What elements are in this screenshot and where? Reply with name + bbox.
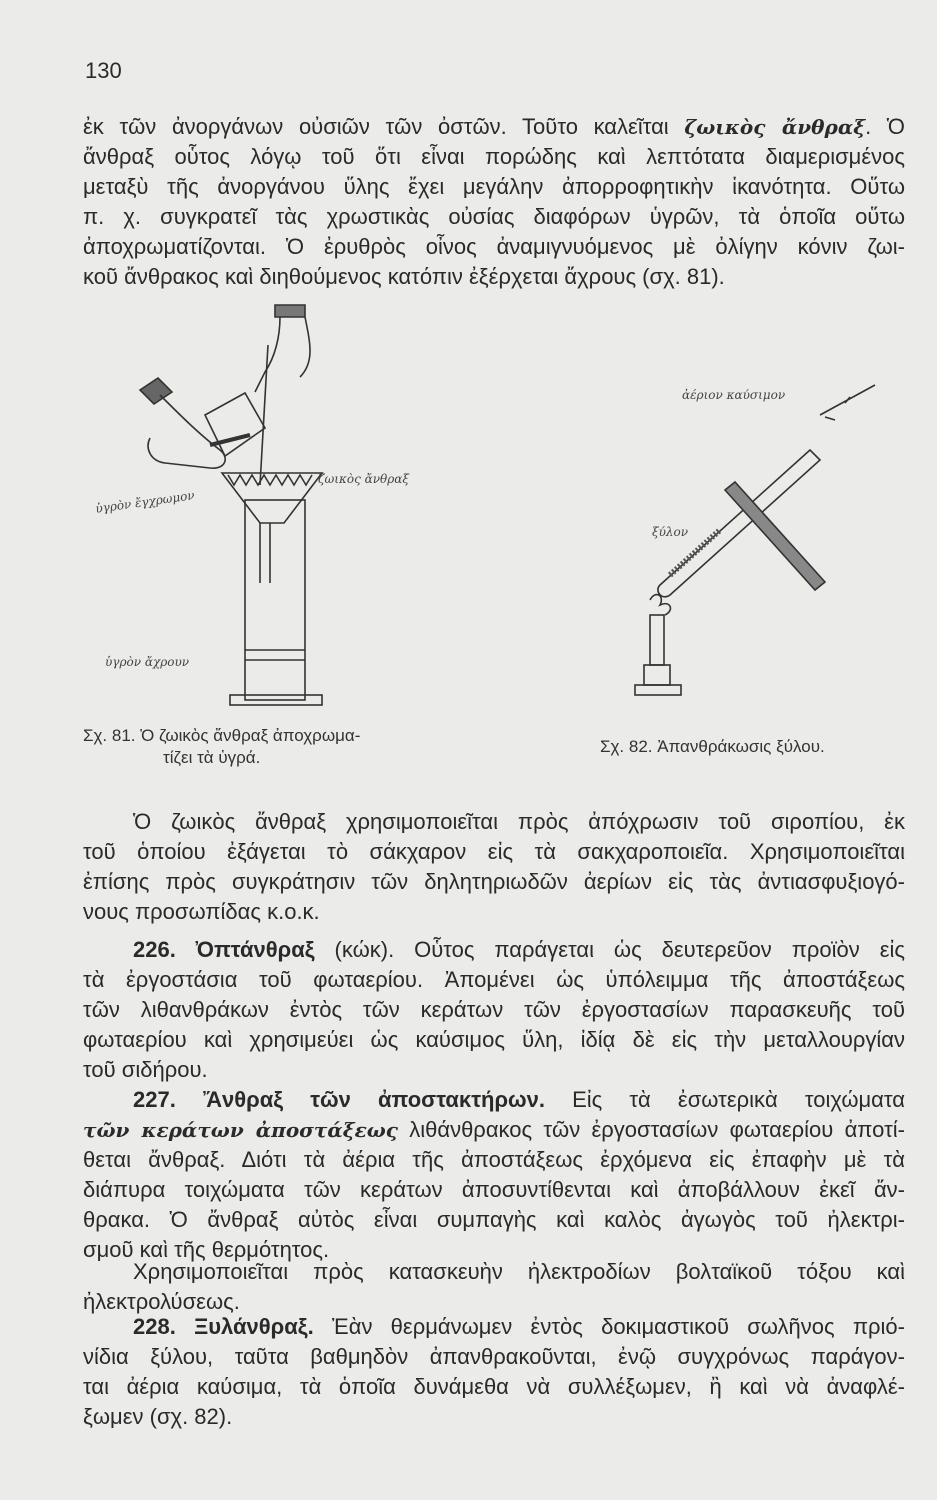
- text-run: . Ὁ: [865, 114, 905, 139]
- text-run: [176, 1314, 194, 1339]
- page-number: 130: [85, 58, 122, 83]
- text-line: νους προσωπίδας κ.ο.κ.: [83, 899, 320, 924]
- text-line: π. χ. συγκρατεῖ τὰς χρωστικὰς οὐσίας διαφόρων ὑγρῶν, τὰ ὁποῖα οὕτω: [83, 204, 905, 229]
- section-title: Ὀπτάνθραξ: [195, 937, 315, 962]
- text-line: Χρησιμοποιεῖται πρὸς κατασκευὴν ἠλεκτροδίων βολταϊκοῦ τόξου καὶ: [133, 1259, 905, 1284]
- text-run: Ἐὰν θερμάνωμεν ἐντὸς δοκιμαστικοῦ σωλῆνος πριό-: [313, 1314, 905, 1339]
- caption-line: τίζει τὰ ὑγρά.: [163, 748, 261, 767]
- text-run: ἐκ τῶν ἀνοργάνων οὐσιῶν τῶν ὀστῶν. Τοῦτο καλεῖται: [83, 114, 685, 139]
- text-line: σμοῦ καὶ τῆς θερμότητος.: [83, 1237, 330, 1262]
- text-line: ἀποχρωματίζονται. Ὁ ἐρυθρὸς οἶνος ἀναμιγνυόμενος μὲ ὀλίγην κόνιν ζωι-: [83, 234, 905, 259]
- emphasized-term: τῶν κεράτων ἀποστάξεως: [83, 1118, 398, 1142]
- section-number: 228.: [133, 1314, 176, 1339]
- text-run: Εἰς τὰ ἐσωτερικὰ τοιχώματα: [545, 1087, 905, 1112]
- text-line: ἠλεκτρολύσεως.: [83, 1289, 240, 1314]
- text-line: μεταξὺ τῆς ἀνοργάνου ὕλης ἔχει μεγάλην ἀπορροφητικὴν ἱκανότητα. Οὕτω: [83, 174, 905, 199]
- emphasized-term: ζωικὸς ἄνθραξ: [684, 115, 866, 139]
- text-line: [83, 1115, 905, 1145]
- text-line: νίδια ξύλου, ταῦτα βαθμηδὸν ἀπανθρακοῦνται, ἐνῷ συγχρόνως παράγον-: [83, 1344, 905, 1369]
- section-228-charcoal: [83, 1312, 905, 1432]
- text-line: τῶν λιθανθράκων ἐντὸς τῶν κεράτων τῶν ἐργοστασίων παρασκευῆς τοῦ: [83, 997, 905, 1022]
- label-fuel-gas: ἀέριον καύσιμον: [682, 388, 786, 402]
- text-line: θρακα. Ὁ ἄνθραξ αὐτὸς εἶναι συμπαγὴς καὶ καλὸς ἀγωγὸς τοῦ ἠλεκτρι-: [83, 1207, 905, 1232]
- text-line: κοῦ ἄνθρακος καὶ διηθούμενος κατόπιν ἐξέρχεται ἄχρους (σχ. 81).: [83, 264, 725, 289]
- text-line: τὰ ἐργοστάσια τοῦ φωταερίου. Ἀπομένει ὡς ὑπόλειμμα τῆς ἀποστάξεως: [83, 967, 905, 992]
- label-wood: ξύλον: [652, 525, 689, 539]
- section-226-coke: [83, 935, 905, 1085]
- text-line: ἐπίσης πρὸς συγκράτησιν τῶν δηλητηριωδῶν ἀερίων εἰς τὰς ἀντιασφυξιογό-: [83, 869, 905, 894]
- text-run: [176, 1087, 203, 1112]
- label-colorless-liquid: ὑγρὸν ἄχρουν: [105, 655, 190, 669]
- text-line: θεται ἄνθραξ. Διότι τὰ ἀέρια τῆς ἀποστάξεως ἐρχόμενα εἰς ἐπαφὴν μὲ τὰ: [83, 1147, 905, 1172]
- figure-82-caption: Σχ. 82. Ἀπανθράκωσις ξύλου.: [600, 737, 825, 756]
- text-line: ἄνθραξ οὗτος λόγῳ τοῦ ὅτι εἶναι πορώδης καὶ λεπτότατα διαμερισμένος: [83, 144, 905, 169]
- paragraph-uses: [83, 807, 905, 927]
- text-line: [83, 1085, 905, 1115]
- section-title: Ἄνθραξ τῶν ἀποστακτήρων.: [202, 1087, 545, 1112]
- caption-line: Σχ. 81. Ὁ ζωικὸς ἄνθραξ ἀποχρωμα-: [83, 726, 361, 745]
- label-animal-charcoal: ζωικὸς ἄνθραξ: [318, 472, 410, 486]
- figure-81-caption: [83, 725, 360, 769]
- text-line: Ὁ ζωικὸς ἄνθραξ χρησιμοποιεῖται πρὸς ἀπόχρωσιν τοῦ σιροπίου, ἐκ: [133, 809, 905, 834]
- section-title: Ξυλάνθραξ.: [194, 1314, 314, 1339]
- text-line: [83, 1312, 905, 1342]
- label-colored-liquid: ὑγρὸν ἔγχρωμον: [94, 488, 196, 516]
- figure-82-illustration: [620, 375, 900, 705]
- section-number: 226.: [133, 937, 176, 962]
- text-run: [176, 937, 196, 962]
- text-line: [83, 112, 905, 142]
- section-227-retort-carbon: [83, 1085, 905, 1265]
- text-line: φωταερίου καὶ χρησιμεύει ὡς καύσιμος ὕλη, ἰδίᾳ δὲ εἰς τὴν μεταλλουργίαν: [83, 1027, 905, 1052]
- text-line: διάπυρα τοιχώματα τῶν κεράτων ἀποσυντίθενται καὶ ἀποβάλλουν ἐκεῖ ἄν-: [83, 1177, 905, 1202]
- text-line: ται ἀέρια καύσιμα, τὰ ὁποῖα δυνάμεθα νὰ συλλέξωμεν, ἢ καὶ νὰ ἀναφλέ-: [83, 1374, 905, 1399]
- text-run: λιθάνθρακος τῶν ἐργοστασίων φωταερίου ἀποτί-: [397, 1117, 905, 1142]
- paragraph-animal-charcoal: [83, 112, 905, 292]
- text-line: τοῦ ὁποίου ἐξάγεται τὸ σάκχαρον εἰς τὰ σακχαροποιεῖα. Χρησιμοποιεῖται: [83, 839, 905, 864]
- text-run: (κώκ). Οὗτος παράγεται ὡς δευτερεῦον προϊὸν εἰς: [314, 937, 905, 962]
- text-line: [83, 935, 905, 965]
- text-line: τοῦ σιδήρου.: [83, 1057, 208, 1082]
- section-number: 227.: [133, 1087, 176, 1112]
- text-line: ξωμεν (σχ. 82).: [83, 1404, 233, 1429]
- paragraph-electrodes: [83, 1257, 905, 1317]
